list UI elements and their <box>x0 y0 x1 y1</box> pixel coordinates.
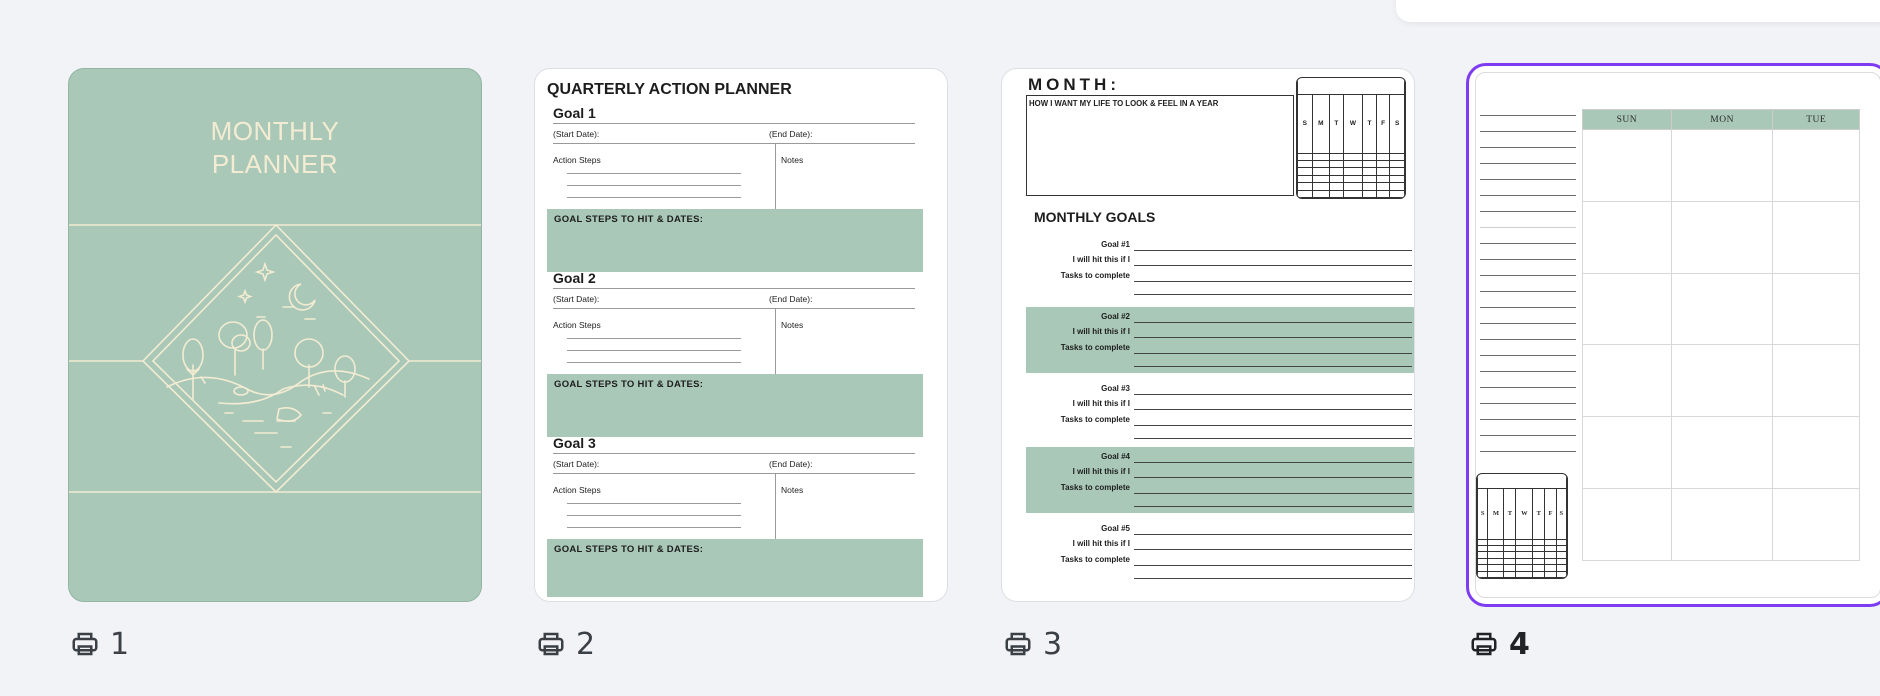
monthly-goals-title: MONTHLY GOALS <box>1034 209 1156 225</box>
goal-steps-label: GOAL STEPS TO HIT & DATES: <box>554 379 704 390</box>
goal-steps-label: GOAL STEPS TO HIT & DATES: <box>554 544 704 555</box>
printer-icon <box>536 629 566 659</box>
vision-box <box>1026 95 1294 196</box>
end-date-label: (End Date): <box>769 459 813 469</box>
monthly-goal-2 <box>1026 307 1414 373</box>
top-popover-panel <box>1396 0 1880 22</box>
cover-title-line-2: PLANNER <box>211 149 339 179</box>
end-date-label: (End Date): <box>769 294 813 304</box>
printer-icon <box>70 629 100 659</box>
day-header-tue: TUE <box>1773 110 1860 130</box>
hit-label: I will hit this if I <box>1072 255 1130 264</box>
page-number: 4 <box>1509 626 1530 662</box>
cover-title-line-1: MONTHLY <box>210 116 340 146</box>
start-date-label: (Start Date): <box>553 294 600 304</box>
page-number: 1 <box>110 626 130 662</box>
page-number: 2 <box>576 626 596 662</box>
page-footer-1[interactable] <box>70 626 129 662</box>
calendar-grid <box>1582 109 1860 561</box>
monthly-goal-4 <box>1026 447 1414 513</box>
notes-label: Notes <box>781 155 804 165</box>
page-thumbnail-1[interactable] <box>68 68 482 602</box>
page-thumbnail-4[interactable] <box>1466 63 1880 607</box>
tasks-label: Tasks to complete <box>1060 271 1130 280</box>
page-thumbnail-2[interactable] <box>534 68 948 602</box>
hit-label: I will hit this if I <box>1072 539 1130 548</box>
monthly-goal-1 <box>1026 235 1414 295</box>
page-number: 3 <box>1043 626 1063 662</box>
mini-calendar: S M T W T F S <box>1476 473 1568 579</box>
goal-label: Goal #5 <box>1101 524 1130 533</box>
tasks-label: Tasks to complete <box>1060 555 1130 564</box>
goal-label: Goal #2 <box>1101 312 1130 321</box>
goal-name: Goal 1 <box>553 105 596 121</box>
printer-icon <box>1003 629 1033 659</box>
goal-label: Goal #4 <box>1101 452 1130 461</box>
goal-steps-band <box>547 209 923 272</box>
goal-steps-band <box>547 374 923 437</box>
tasks-label: Tasks to complete <box>1060 415 1130 424</box>
hit-label: I will hit this if I <box>1072 399 1130 408</box>
goal-label: Goal #3 <box>1101 384 1130 393</box>
quarterly-title: QUARTERLY ACTION PLANNER <box>547 81 792 98</box>
notes-label: Notes <box>781 320 804 330</box>
tasks-label: Tasks to complete <box>1060 343 1130 352</box>
hit-label: I will hit this if I <box>1072 467 1130 476</box>
action-steps-label: Action Steps <box>553 485 601 495</box>
action-steps-label: Action Steps <box>553 155 601 165</box>
cover-landscape-illustration <box>69 69 482 602</box>
vision-label: HOW I WANT MY LIFE TO LOOK & FEEL IN A YEAR <box>1029 99 1219 108</box>
goal-steps-band <box>547 539 923 597</box>
printer-icon <box>1469 629 1499 659</box>
goal-name: Goal 2 <box>553 270 596 286</box>
start-date-label: (Start Date): <box>553 459 600 469</box>
mini-calendar: S M T W T F S <box>1296 77 1406 199</box>
day-header-mon: MON <box>1671 110 1773 130</box>
tasks-label: Tasks to complete <box>1060 483 1130 492</box>
page-thumbnail-3[interactable] <box>1001 68 1415 602</box>
goal-block-2 <box>547 270 935 435</box>
monthly-goal-3 <box>1026 379 1414 439</box>
end-date-label: (End Date): <box>769 129 813 139</box>
weekly-page-inner <box>1475 72 1880 598</box>
goal-steps-label: GOAL STEPS TO HIT & DATES: <box>554 214 704 225</box>
day-header-sun: SUN <box>1583 110 1672 130</box>
month-title: MONTH: <box>1028 75 1120 94</box>
page-footer-4[interactable] <box>1469 626 1530 662</box>
notes-label: Notes <box>781 485 804 495</box>
goal-label: Goal #1 <box>1101 240 1130 249</box>
page-footer-3[interactable] <box>1003 626 1062 662</box>
goal-block-3 <box>547 435 935 600</box>
hit-label: I will hit this if I <box>1072 327 1130 336</box>
goal-block-1 <box>547 105 935 270</box>
page-footer-2[interactable] <box>536 626 595 662</box>
monthly-goal-5 <box>1026 519 1414 579</box>
action-steps-label: Action Steps <box>553 320 601 330</box>
goal-name: Goal 3 <box>553 435 596 451</box>
start-date-label: (Start Date): <box>553 129 600 139</box>
